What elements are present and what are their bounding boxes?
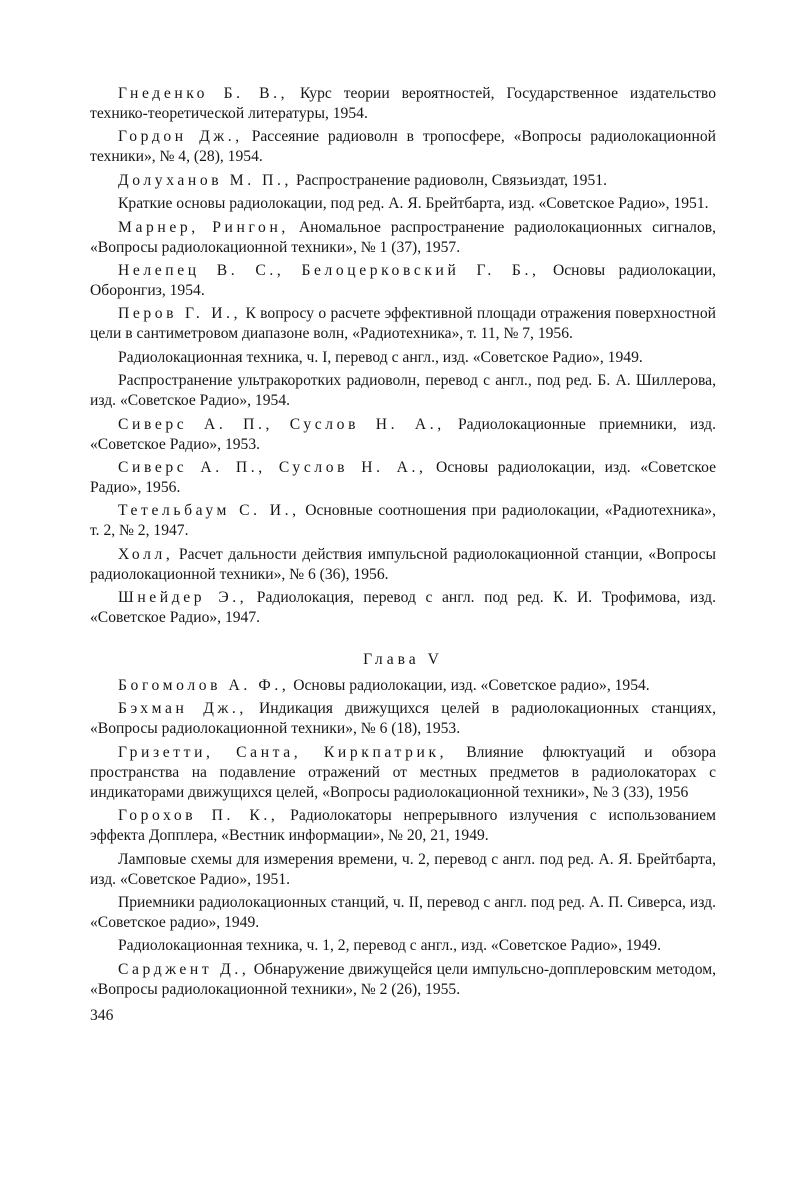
entry-author: Долуханов М. П., — [118, 171, 293, 189]
bibliography-entry — [90, 806, 716, 846]
entry-text: Радиолокация, перевод с англ. под ред. К. И. Трофимова, изд. «Советское Радио», 1947. — [90, 589, 716, 627]
page-number: 346 — [90, 1006, 114, 1024]
bibliography-entry — [90, 348, 716, 368]
bibliography-entry — [90, 371, 716, 411]
entry-author: Перов Г. И., — [118, 305, 242, 323]
chapter-heading: Глава V — [363, 651, 443, 669]
entry-text: Основные соотношения при радиолокации, «Радиотехника», т. 2, № 2, 1947. — [90, 502, 716, 540]
entry-text: К вопросу о расчете эффективной площади отражения поверхностной цели в сантиметровом диапазоне волн, «Радиотехника», т. 11, № 7, 1956. — [90, 305, 716, 343]
entry-text: Распространение радиоволн, Связьиздат, 1951. — [292, 171, 607, 189]
entry-author: Шнейдер Э., — [118, 589, 248, 607]
entry-author: Тетельбаум С. И., — [118, 502, 300, 520]
bibliography-entry — [90, 850, 716, 890]
bibliography-entry — [90, 936, 716, 956]
bibliography-entry — [90, 458, 716, 498]
bibliography-entry — [90, 304, 716, 344]
bibliography-entry — [90, 261, 716, 301]
bibliography-entry — [90, 194, 716, 214]
entry-author: Бэхман Дж., — [118, 700, 247, 718]
bibliography-entry — [90, 676, 716, 696]
entry-text: Краткие основы радиолокации, под ред. А. Я. Брейтбарта, изд. «Советское Радио», 1951. — [118, 195, 709, 213]
entry-author: Холл, — [118, 545, 174, 563]
entry-text: Распространение ультракоротких радиоволн, перевод с англ., под ред. Б. А. Шиллерова, изд. «Советское Радио», 1954. — [90, 372, 716, 410]
bibliography-entry — [90, 588, 716, 628]
bibliography-entry — [90, 960, 716, 1000]
bibliography-entry — [90, 171, 716, 191]
bibliography-entry — [90, 84, 716, 124]
entry-text: Аномальное распространение радиолокационных сигналов, «Вопросы радиолокационной техники», № 1 (37), 1957. — [90, 218, 716, 256]
entry-text: Основы радиолокации, изд. «Советское Радио», 1956. — [90, 458, 716, 496]
bibliography-entry — [90, 415, 716, 455]
entry-text: Индикация движущихся целей в радиолокационных станциях, «Вопросы радиолокационной техники», № 6 (18), 1953. — [90, 700, 716, 738]
entry-text: Рассеяние радиоволн в тропосфере, «Вопросы радиолокационной техники», № 4, (28), 1954. — [90, 128, 716, 166]
entry-author: Богомолов А. Ф., — [118, 677, 290, 695]
entry-text: Радиолокационная техника, ч. I, перевод с англ., изд. «Советское Радио», 1949. — [118, 348, 643, 366]
entry-text: Основы радиолокации, изд. «Советское радио», 1954. — [289, 677, 650, 695]
entry-text: Курс теории вероятностей, Государственное издательство технико-теоретической литературы, 1954. — [90, 85, 716, 122]
entry-author: Гризетти, Санта, Киркпатрик, — [118, 743, 448, 761]
entry-text: Ламповые схемы для измерения времени, ч. 2, перевод с англ. под ред. А. Я. Брейтбарта, изд. «Советское Радио», 1951. — [90, 850, 716, 888]
entry-text: Влияние флюктуаций и обзора пространства на подавление отражений от местных предметов в радиолокаторах с индикаторами движущихся целей, «Вопросы радиолокационной техники», № 3 (33), 1956 — [90, 743, 716, 801]
bibliography-page — [90, 84, 716, 1026]
entry-author: Сиверс А. П., Суслов Н. А., — [118, 458, 427, 476]
entry-author: Горохов П. К., — [118, 807, 279, 825]
entry-text: Радиолокационные приемники, изд. «Советское Радио», 1953. — [90, 415, 716, 453]
entry-text: Радиолокационная техника, ч. 1, 2, перевод с англ., изд. «Советское Радио», 1949. — [118, 937, 661, 955]
entry-author: Сиверс А. П., Суслов Н. А., — [118, 415, 445, 433]
entry-author: Нелепец В. С., Белоцерковский Г. Б., — [118, 261, 540, 279]
section-chapter-5-references — [90, 676, 716, 1000]
bibliography-entry — [90, 218, 716, 258]
bibliography-entry — [90, 893, 716, 933]
bibliography-entry — [90, 501, 716, 541]
entry-text: Радиолокаторы непрерывного излучения с использованием эффекта Допплера, «Вестник информации», № 20, 21, 1949. — [90, 807, 716, 845]
entry-text: Основы радиолокации, Оборонгиз, 1954. — [90, 261, 716, 299]
entry-text: Обнаружение движущейся цели импульсно-допплеровским методом, «Вопросы радиолокационной техники», № 2 (26), 1955. — [90, 960, 716, 998]
bibliography-entry — [90, 127, 716, 167]
entry-text: Приемники радиолокационных станций, ч. II, перевод с англ. под ред. А. П. Сиверса, изд. «Советское радио», 1949. — [90, 894, 716, 932]
section-references-continued — [90, 84, 716, 628]
entry-text: Расчет дальности действия импульсной радиолокационной станции, «Вопросы радиолокационной техники», № 6 (36), 1956. — [90, 545, 716, 583]
entry-author: Гнеденко Б. В., — [118, 85, 289, 102]
bibliography-entry — [90, 743, 716, 803]
bibliography-entry — [90, 699, 716, 739]
entry-author: Сарджент Д., — [118, 960, 250, 978]
entry-author: Гордон Дж., — [118, 128, 243, 146]
bibliography-entry — [90, 545, 716, 585]
entry-author: Марнер, Рингон, — [118, 218, 289, 236]
